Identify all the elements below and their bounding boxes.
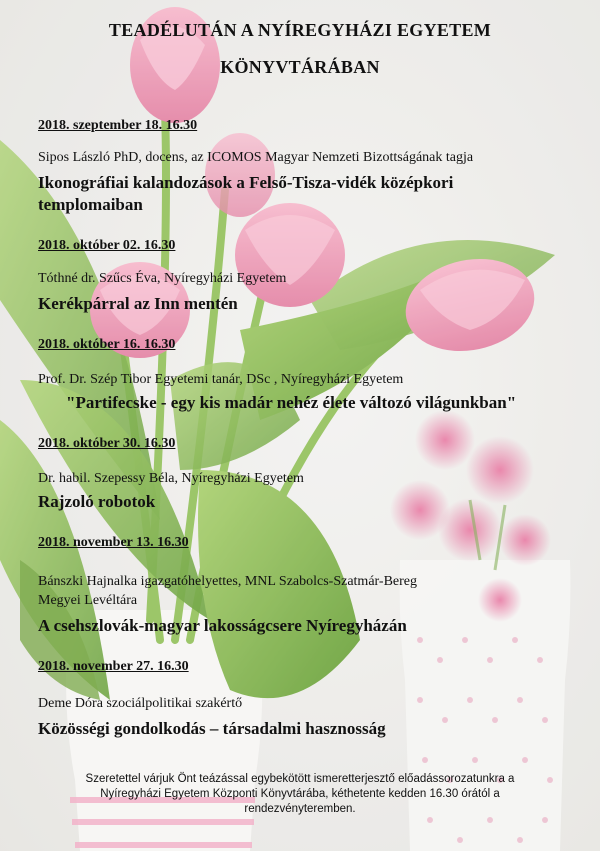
event-4-speaker: Dr. habil. Szepessy Béla, Nyíregyházi Egyetem	[38, 471, 304, 486]
footer-line-3: rendezvényteremben.	[244, 803, 356, 815]
event-6-date: 2018. november 27. 16.30	[38, 659, 189, 674]
event-3-date: 2018. október 16. 16.30	[38, 337, 176, 352]
event-5-lecture: A csehszlovák-magyar lakosságcsere Nyíregyházán	[38, 616, 407, 635]
event-1-date: 2018. szeptember 18. 16.30	[38, 118, 198, 133]
event-2-date: 2018. október 02. 16.30	[38, 238, 176, 253]
event-6-lecture: Közösségi gondolkodás – társadalmi hasznosság	[38, 719, 386, 738]
event-3-lecture: "Partifecske - egy kis madár nehéz élete változó világunkban"	[66, 393, 517, 412]
event-1-lecture-line-1: Ikonográfiai kalandozások a Felső-Tisza-vidék középkori	[38, 173, 454, 192]
event-4-date: 2018. október 30. 16.30	[38, 436, 176, 451]
event-1-speaker: Sipos László PhD, docens, az ICOMOS Magyar Nemzeti Bizottságának tagja	[38, 150, 474, 165]
event-5-speaker-line-2: Megyei Levéltára	[38, 593, 138, 608]
event-2-lecture: Kerékpárral az Inn mentén	[38, 294, 238, 313]
footer-line-1: Szeretettel várjuk Önt teázással egybekötött ismeretterjesztő előadássorozatunkra a	[85, 773, 515, 785]
event-3-speaker: Prof. Dr. Szép Tibor Egyetemi tanár, DSc , Nyíregyházi Egyetem	[38, 372, 404, 387]
event-5-speaker-line-1: Bánszki Hajnalka igazgatóhelyettes, MNL Szabolcs-Szatmár-Bereg	[38, 574, 418, 589]
event-5-date: 2018. november 13. 16.30	[38, 535, 189, 550]
poster-title-line-2: KÖNYVTÁRÁBAN	[220, 57, 380, 77]
event-4-lecture: Rajzoló robotok	[38, 492, 156, 511]
event-1-lecture-line-2: templomaiban	[38, 195, 143, 214]
event-2-speaker: Tóthné dr. Szűcs Éva, Nyíregyházi Egyetem	[38, 271, 287, 286]
invitation-footer	[40, 772, 560, 817]
footer-line-2: Nyíregyházi Egyetem Központi Könyvtárába, kéthetente kedden 16.30 órától a	[100, 788, 500, 800]
event-6-speaker: Deme Dóra szociálpolitikai szakértő	[38, 696, 243, 711]
poster-title-line-1: TEADÉLUTÁN A NYÍREGYHÁZI EGYETEM	[108, 20, 492, 40]
